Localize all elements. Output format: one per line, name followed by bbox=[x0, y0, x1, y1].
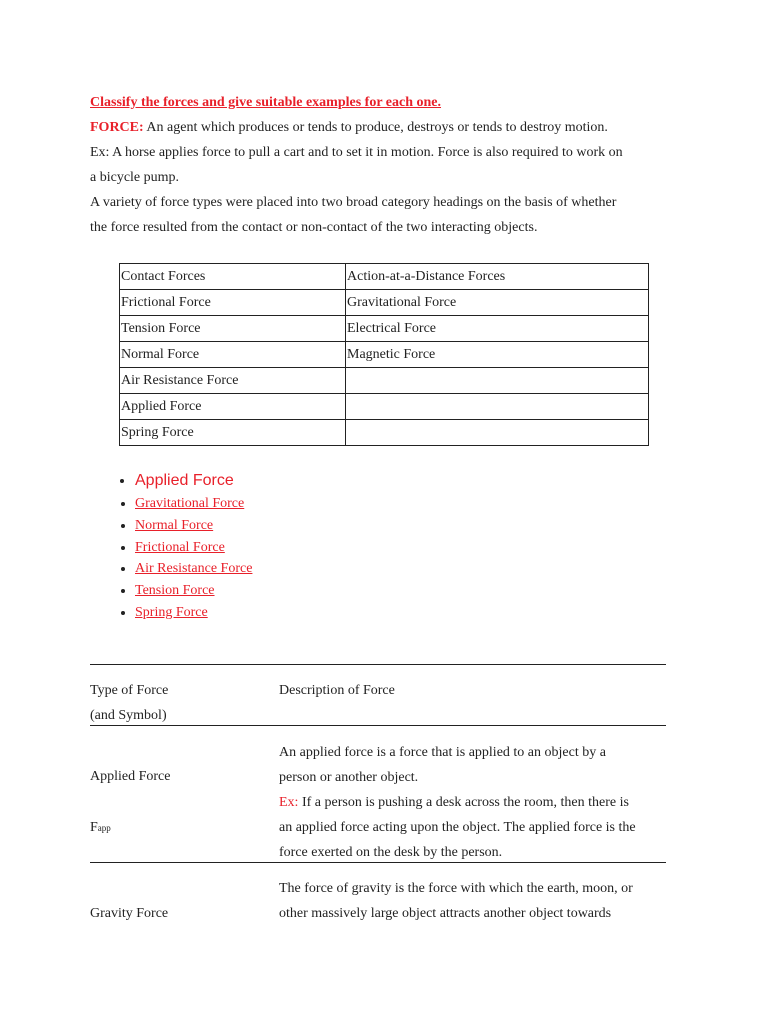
definition-term: FORCE: bbox=[90, 120, 144, 135]
table-header-row bbox=[120, 264, 649, 290]
row-rule bbox=[90, 862, 666, 863]
table-cell: Tension Force bbox=[120, 316, 346, 342]
link-air-resistance-force[interactable]: Air Resistance Force bbox=[135, 561, 253, 577]
intro-line-1: A variety of force types were placed into two broad category headings on the basis of whether bbox=[90, 195, 617, 210]
contact-forces-table bbox=[119, 263, 649, 446]
table-cell bbox=[346, 420, 649, 446]
table-top-rule bbox=[90, 664, 666, 665]
symbol-letter: F bbox=[90, 820, 98, 835]
example-line-1: Ex: A horse applies force to pull a cart and to set it in motion. Force is also required to work on bbox=[90, 145, 623, 160]
table-row bbox=[120, 290, 649, 316]
force-definition bbox=[90, 115, 608, 140]
table-cell: Applied Force bbox=[120, 394, 346, 420]
header-description: Description of Force bbox=[279, 683, 395, 698]
table-cell bbox=[346, 394, 649, 420]
list-item bbox=[135, 558, 252, 580]
table-row bbox=[120, 368, 649, 394]
list-item bbox=[135, 537, 252, 559]
link-applied-force[interactable]: Applied Force bbox=[135, 472, 234, 489]
link-gravitational-force[interactable]: Gravitational Force bbox=[135, 496, 245, 511]
table-header-cell: Action-at-a-Distance Forces bbox=[346, 264, 649, 290]
force-links-list bbox=[118, 468, 252, 624]
list-item bbox=[135, 580, 252, 602]
table-cell: Frictional Force bbox=[120, 290, 346, 316]
list-item bbox=[135, 602, 252, 624]
header-and-symbol: (and Symbol) bbox=[90, 708, 167, 723]
table-cell: Gravitational Force bbox=[346, 290, 649, 316]
applied-force-name: Applied Force bbox=[90, 769, 171, 784]
contact-table-body bbox=[120, 264, 649, 446]
table-row bbox=[120, 394, 649, 420]
applied-desc-line-1: An applied force is a force that is applied to an object by a bbox=[279, 745, 606, 760]
applied-desc-line-3 bbox=[279, 790, 629, 815]
table-row bbox=[120, 420, 649, 446]
table-cell: Spring Force bbox=[120, 420, 346, 446]
table-cell: Magnetic Force bbox=[346, 342, 649, 368]
gravity-force-name: Gravity Force bbox=[90, 906, 169, 921]
intro-line-2: the force resulted from the contact or non-contact of the two interacting objects. bbox=[90, 220, 538, 235]
header-rule bbox=[90, 725, 666, 726]
question-heading: Classify the forces and give suitable examples for each one. bbox=[90, 95, 442, 110]
applied-desc-line-2: person or another object. bbox=[279, 770, 419, 785]
gravity-desc-line-1: The force of gravity is the force with which the earth, moon, or bbox=[279, 881, 633, 896]
table-header-cell: Contact Forces bbox=[120, 264, 346, 290]
example-text: If a person is pushing a desk across the room, then there is bbox=[298, 795, 629, 810]
header-type-of-force: Type of Force bbox=[90, 683, 169, 698]
table-cell: Electrical Force bbox=[346, 316, 649, 342]
symbol-subscript: app bbox=[97, 823, 111, 833]
table-cell: Normal Force bbox=[120, 342, 346, 368]
link-tension-force[interactable]: Tension Force bbox=[135, 583, 215, 599]
table-row bbox=[120, 342, 649, 368]
gravity-desc-line-2: other massively large object attracts another object towards bbox=[279, 906, 612, 921]
example-label: Ex: bbox=[279, 795, 299, 810]
link-normal-force[interactable]: Normal Force bbox=[135, 517, 214, 533]
list-item bbox=[135, 515, 252, 537]
example-line-2: a bicycle pump. bbox=[90, 170, 180, 185]
applied-desc-line-4: an applied force acting upon the object. The applied force is the bbox=[279, 820, 636, 835]
list-item bbox=[135, 468, 252, 493]
table-row bbox=[120, 316, 649, 342]
definition-text: An agent which produces or tends to produce, destroys or tends to destroy motion. bbox=[143, 120, 608, 135]
table-cell bbox=[346, 368, 649, 394]
applied-desc-line-5: force exerted on the desk by the person. bbox=[279, 845, 503, 860]
table-cell: Air Resistance Force bbox=[120, 368, 346, 394]
link-frictional-force[interactable]: Frictional Force bbox=[135, 539, 225, 555]
applied-force-symbol bbox=[90, 815, 111, 841]
list-item bbox=[135, 493, 252, 515]
link-spring-force[interactable]: Spring Force bbox=[135, 604, 208, 620]
